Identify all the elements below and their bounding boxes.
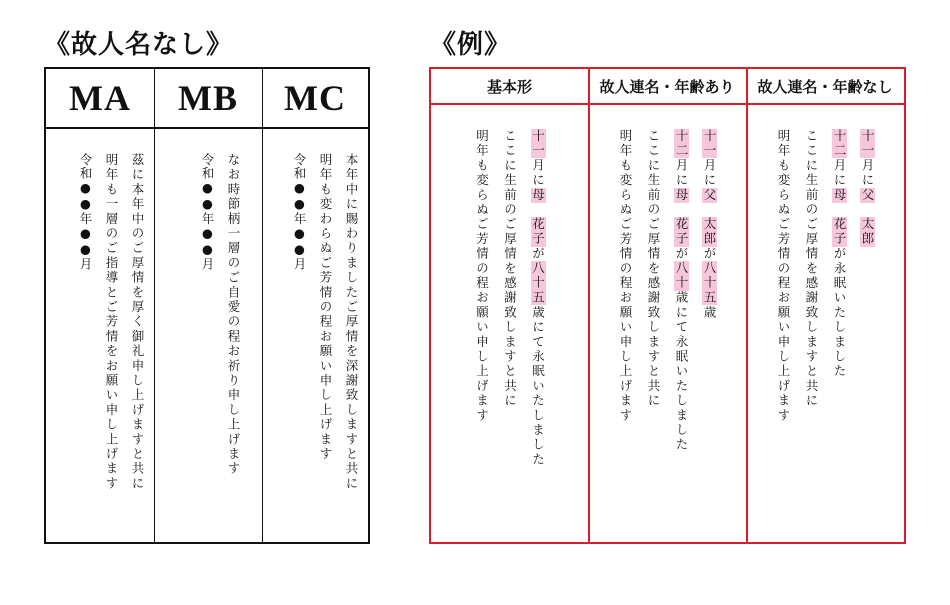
text-line <box>473 129 491 467</box>
header-divider <box>46 127 368 129</box>
column-header-ma: MA <box>69 78 131 118</box>
text-segment: ここに生前のご厚情を感謝致しますと共に <box>502 129 518 409</box>
text-line <box>616 129 634 452</box>
highlighted-variable: 父 <box>860 187 875 203</box>
example-joint-no-age <box>746 129 904 423</box>
text-segment: が <box>702 246 717 262</box>
text-line <box>858 129 876 423</box>
highlighted-variable: 母 <box>530 187 546 203</box>
highlighted-variable: 八十 <box>674 261 689 291</box>
text-segment <box>531 203 546 218</box>
text-line <box>529 129 547 467</box>
example-table <box>429 67 906 544</box>
text-line: 明年も変わらぬご芳情の程お願い申し上げます <box>318 153 333 462</box>
column-header-basic: 基本形 <box>486 77 532 96</box>
text-line <box>672 129 690 452</box>
highlighted-variable: 父 <box>702 187 717 203</box>
heading-examples: 《例》 <box>430 30 512 60</box>
text-segment: ここに生前のご厚情を感謝致しますと共に <box>804 129 819 409</box>
text-segment: が <box>530 246 546 262</box>
date-line: 令和●●年●●月 <box>292 153 307 271</box>
text-line: 明年も一層のご指導とご芳情をお願い申し上げます <box>104 153 119 492</box>
highlighted-variable: 十一 <box>860 129 875 159</box>
text-segment: 月に <box>860 158 875 188</box>
highlighted-variable: 太郎 <box>702 217 717 247</box>
text-line: なお時節柄一層のご自愛の程お祈り申し上げます <box>226 153 241 477</box>
text-segment: ここに生前のご厚情を感謝致しますと共に <box>646 129 661 409</box>
text-line <box>644 129 662 452</box>
text-line <box>501 129 519 467</box>
text-segment: 月に <box>530 158 546 188</box>
highlighted-variable: 太郎 <box>860 217 875 247</box>
template-mb <box>154 153 262 476</box>
highlighted-variable: 花子 <box>832 217 847 247</box>
highlighted-variable: 十一 <box>530 129 546 159</box>
example-basic <box>431 129 588 467</box>
text-line <box>774 129 792 423</box>
date-line: 令和●●年●●月 <box>200 153 215 271</box>
text-segment: 明年も変らぬご芳情の程お願い申し上げます <box>618 129 633 423</box>
text-line: 本年中に賜わりましたご厚情を深謝致しますと共に <box>344 153 359 492</box>
text-segment <box>860 203 875 218</box>
text-segment: 歳にて永眠いたしました <box>530 305 546 468</box>
text-segment <box>702 203 717 218</box>
text-segment: 歳にて永眠いたしました <box>674 290 689 453</box>
header-divider <box>431 103 904 105</box>
text-segment: 明年も変らぬご芳情の程お願い申し上げます <box>776 129 791 423</box>
template-table-no-name <box>44 67 370 544</box>
highlighted-variable: 十二 <box>832 129 847 159</box>
text-line <box>802 129 820 423</box>
highlighted-variable: 十一 <box>702 129 717 159</box>
text-segment: 月に <box>702 158 717 188</box>
text-segment <box>832 203 847 218</box>
template-mc <box>262 153 368 491</box>
template-ma <box>46 153 154 491</box>
highlighted-variable: 八十五 <box>702 261 717 306</box>
column-header-joint-with-age: 故人連名・年齢あり <box>599 77 735 96</box>
text-line <box>700 129 718 452</box>
text-line: 茲に本年中のご厚情を厚く御礼申し上げますと共に <box>130 153 145 492</box>
highlighted-variable: 十二 <box>674 129 689 159</box>
date-line: 令和●●年●●月 <box>78 153 93 271</box>
text-segment: 明年も変らぬご芳情の程お願い申し上げます <box>474 129 490 423</box>
text-segment: が永眠いたしました <box>832 246 847 379</box>
example-joint-with-age <box>588 129 746 452</box>
highlighted-variable: 母 <box>832 187 847 203</box>
text-segment: が <box>674 246 689 262</box>
column-header-mc: MC <box>284 78 346 118</box>
text-segment: 歳 <box>702 305 717 321</box>
highlighted-variable: 八十五 <box>530 261 546 306</box>
text-segment: 月に <box>674 158 689 188</box>
highlighted-variable: 花子 <box>674 217 689 247</box>
highlighted-variable: 花子 <box>530 217 546 247</box>
column-header-joint-no-age: 故人連名・年齢なし <box>757 77 893 96</box>
highlighted-variable: 母 <box>674 187 689 203</box>
heading-no-deceased-name: 《故人名なし》 <box>44 30 234 60</box>
column-header-mb: MB <box>178 78 238 118</box>
text-line <box>830 129 848 423</box>
text-segment: 月に <box>832 158 847 188</box>
text-segment <box>674 203 689 218</box>
